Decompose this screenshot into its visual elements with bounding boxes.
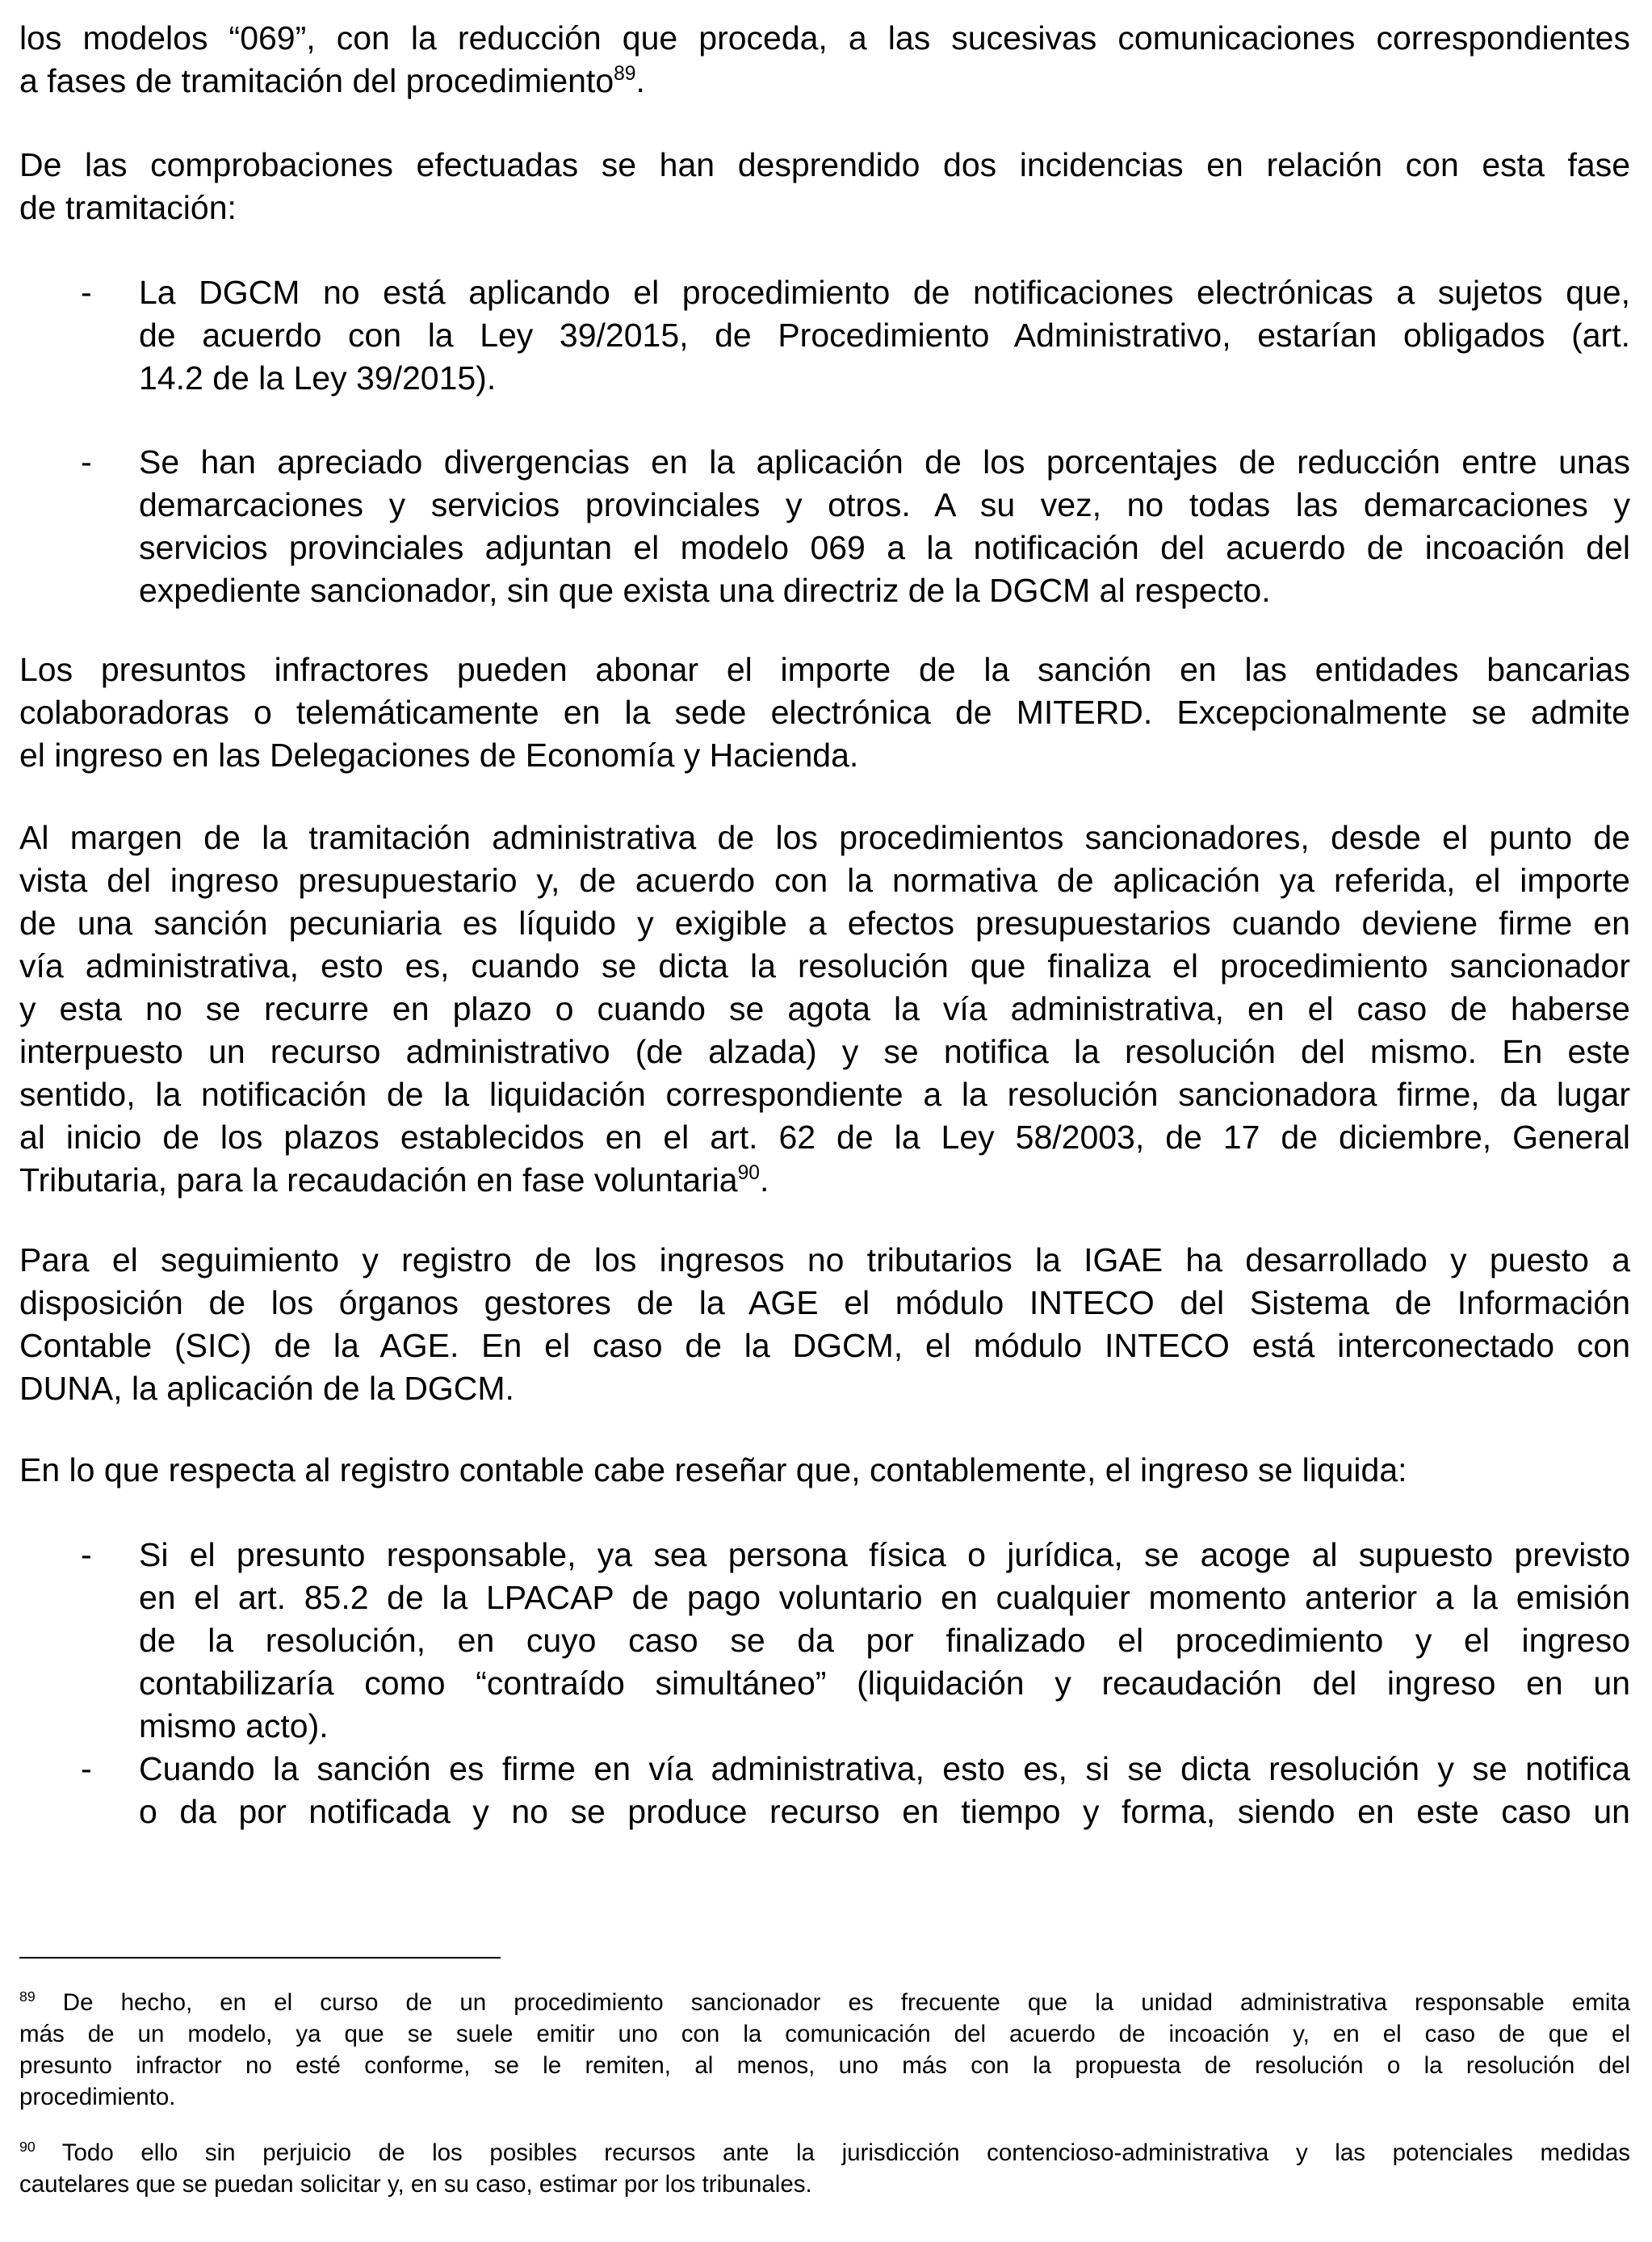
text-line: de acuerdo con la Ley 39/2015, de Procedimiento Administrativo, estarían obligados (art.: [139, 317, 1630, 354]
text-line: Cuando la sanción es firme en vía administrativa, esto es, si se dicta resolución y se notifica: [139, 1750, 1630, 1787]
footnote-reference: 90: [737, 1161, 760, 1184]
line-text: Tributaria, para la recaudación en fase voluntaria: [19, 1161, 738, 1199]
footnote-line: [19, 2169, 1630, 2200]
paragraph: [19, 649, 1630, 777]
text-line: Se han apreciado divergencias en la aplicación de los porcentajes de reducción entre unas: [139, 443, 1630, 481]
paragraph: [19, 17, 1630, 103]
text-line: Los presuntos infractores pueden abonar el importe de la sanción en las entidades bancarias: [19, 651, 1630, 688]
text-line: En lo que respecta al registro contable cabe reseñar que, contablemente, el ingreso se liquida:: [19, 1451, 1407, 1488]
text-line: 14.2 de la Ley 39/2015).: [139, 359, 497, 397]
bullet-dash: -: [81, 1536, 92, 1573]
footnote-text: procedimiento.: [19, 2084, 176, 2110]
footnote-line: [19, 2137, 1630, 2169]
text-line: demarcaciones y servicios provinciales y otros. A su vez, no todas las demarcaciones y: [139, 486, 1630, 523]
text-line: [19, 60, 1630, 103]
text-line: Al margen de la tramitación administrativa de los procedimientos sancionadores, desde el punto de: [19, 819, 1630, 856]
text-line: Para el seguimiento y registro de los ingresos no tributarios la IGAE ha desarrollado y puesto a: [19, 1241, 1630, 1278]
bullet-text: [139, 1748, 1630, 1833]
text-line: en el art. 85.2 de la LPACAP de pago voluntario en cualquier momento anterior a la emisión: [139, 1579, 1630, 1616]
text-line: de una sanción pecuniaria es líquido y exigible a efectos presupuestarios cuando deviene firme en: [19, 905, 1630, 942]
text-line: sentido, la notificación de la liquidación correspondiente a la resolución sancionadora firme, da lugar: [19, 1076, 1630, 1113]
footnote-reference: 89: [614, 62, 636, 85]
text-line: Contable (SIC) de la AGE. En el caso de la DGCM, el módulo INTECO está interconectado con: [19, 1327, 1630, 1364]
paragraph: [19, 1449, 1630, 1492]
paragraph: [19, 144, 1630, 229]
footnote-text: presunto infractor no esté conforme, se le remiten, al menos, uno más con la propuesta de resolución o la resolución del: [19, 2052, 1630, 2079]
text-line: o da por notificada y no se produce recurso en tiempo y forma, siendo en este caso un: [139, 1793, 1630, 1830]
footnote-separator: [19, 1957, 501, 1959]
footnote-number: 89: [19, 1988, 36, 2005]
text-line: disposición de los órganos gestores de la AGE el módulo INTECO del Sistema de Información: [19, 1284, 1630, 1321]
bullet-text: [139, 271, 1630, 400]
text-line: vista del ingreso presupuestario y, de acuerdo con la normativa de aplicación ya referida, el importe: [19, 862, 1630, 899]
footnote-line: [19, 1987, 1630, 2018]
text-line: expediente sancionador, sin que exista una directriz de la DGCM al respecto.: [139, 572, 1271, 609]
line-text: a fases de tramitación del procedimiento: [19, 62, 614, 99]
footnote-89: [19, 1987, 1630, 2113]
paragraph: [19, 1239, 1630, 1410]
footnote-text: Todo ello sin perjuicio de los posibles recursos ante la jurisdicción contencioso-administrativa y las potenciales medidas: [61, 2139, 1630, 2166]
text-line: De las comprobaciones efectuadas se han desprendido dos incidencias en relación con esta fase: [19, 146, 1630, 183]
bullet-dash: -: [81, 274, 92, 311]
text-line: vía administrativa, esto es, cuando se dicta la resolución que finaliza el procedimiento sancionador: [19, 947, 1630, 985]
bullet-text: [139, 1534, 1630, 1748]
footnote-text: cautelares que se puedan solicitar y, en su caso, estimar por los tribunales.: [19, 2171, 812, 2198]
text-line: [19, 1159, 1630, 1202]
bullet-dash: -: [81, 1750, 92, 1787]
footnote-line: [19, 2050, 1630, 2081]
text-line: La DGCM no está aplicando el procedimiento de notificaciones electrónicas a sujetos que,: [139, 274, 1630, 311]
line-punctuation: .: [635, 62, 645, 99]
text-line: de tramitación:: [19, 189, 237, 226]
text-line: mismo acto).: [139, 1707, 329, 1744]
text-line: al inicio de los plazos establecidos en el art. 62 de la Ley 58/2003, de 17 de diciembre, General: [19, 1119, 1630, 1156]
text-line: el ingreso en las Delegaciones de Economía y Hacienda.: [19, 737, 859, 774]
footnote-number: 90: [19, 2139, 36, 2156]
text-line: los modelos “069”, con la reducción que proceda, a las sucesivas comunicaciones correspondientes: [19, 19, 1630, 57]
text-line: Si el presunto responsable, ya sea persona física o jurídica, se acoge al supuesto previsto: [139, 1536, 1630, 1573]
footnote-90: [19, 2137, 1630, 2200]
text-line: servicios provinciales adjuntan el modelo 069 a la notificación del acuerdo de incoación del: [139, 529, 1630, 566]
footnote-line: [19, 2081, 1630, 2113]
footnote-line: [19, 2018, 1630, 2050]
text-line: colaboradoras o telemáticamente en la sede electrónica de MITERD. Excepcionalmente se admite: [19, 694, 1630, 731]
text-line: de la resolución, en cuyo caso se da por finalizado el procedimiento y el ingreso: [139, 1622, 1630, 1659]
paragraph: [19, 817, 1630, 1202]
footnote-text: De hecho, en el curso de un procedimiento sancionador es frecuente que la unidad administrativa responsable emita: [62, 1989, 1630, 2016]
footnote-text: más de un modelo, ya que se suele emitir uno con la comunicación del acuerdo de incoación y, en el caso de que el: [19, 2021, 1630, 2047]
text-line: interpuesto un recurso administrativo (de alzada) y se notifica la resolución del mismo. En este: [19, 1033, 1630, 1070]
bullet-dash: -: [81, 443, 92, 481]
text-line: DUNA, la aplicación de la DGCM.: [19, 1370, 514, 1407]
bullet-text: [139, 441, 1630, 612]
text-line: contabilizaría como “contraído simultáneo” (liquidación y recaudación del ingreso en un: [139, 1665, 1630, 1702]
line-punctuation: .: [759, 1161, 769, 1199]
text-line: y esta no se recurre en plazo o cuando se agota la vía administrativa, en el caso de haberse: [19, 990, 1630, 1027]
